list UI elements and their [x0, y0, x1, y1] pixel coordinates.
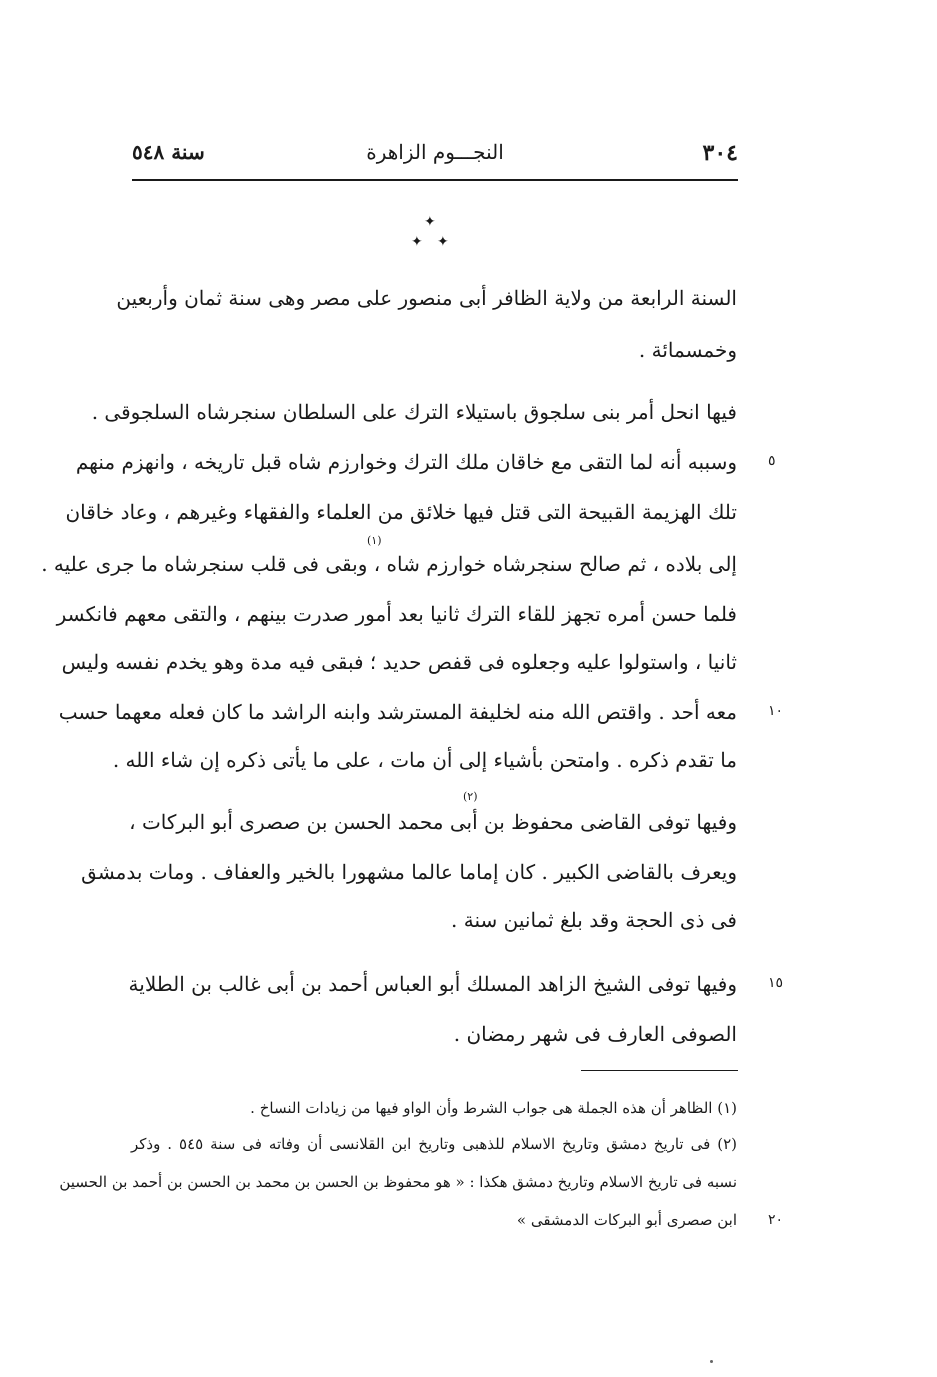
- line-number: ٥: [768, 453, 776, 469]
- text-line: فى ذى الحجة وقد بلغ ثمانين سنة .: [451, 908, 737, 932]
- line-number: ١٠: [768, 703, 784, 719]
- page-number: ٣٠٤: [702, 140, 738, 166]
- year-label: سنة ٥٤٨: [132, 140, 205, 164]
- footnote-2-line: نسبه فى تاريخ الاسلام وتاريخ دمشق هكذا : « هو محفوظ بن الحسن بن محمد بن الحسن بن أحمد بن الحسين: [59, 1173, 737, 1191]
- header-rule: [132, 179, 738, 181]
- ornament-star-icon: ✦: [437, 234, 449, 250]
- text-line: وفيها توفى الشيخ الزاهد المسلك أبو العباس أحمد بن أبى غالب بن الطلاية: [128, 972, 737, 996]
- text-line: إلى بلاده ، ثم صالح سنجرشاه خوارزم شاه ، وبقى فى قلب سنجرشاه ما جرى عليه .: [41, 552, 737, 576]
- note-marker-2: (٢): [463, 790, 478, 803]
- footnote-2-line: ابن صصرى أبو البركات الدمشقى »: [516, 1211, 737, 1229]
- text-line: وفيها توفى القاضى محفوظ بن أبى محمد الحسن بن صصرى أبو البركات ،: [129, 810, 737, 834]
- text-line: ما تقدم ذكره . وامتحن بأشياء إلى أن مات ، على ما يأتى ذكره إن شاء الله .: [112, 748, 737, 772]
- text-line: السنة الرابعة من ولاية الظافر أبى منصور على مصر وهى سنة ثمان وأربعين: [116, 286, 737, 310]
- footnote-rule: [581, 1070, 738, 1071]
- running-title: النجـــوم الزاهرة: [366, 140, 504, 164]
- ornament-star-icon: ✦: [411, 234, 423, 250]
- text-line: معه أحد . واقتص الله منه لخليفة المسترشد وابنه الراشد ما كان فعله معهما حسب: [58, 700, 737, 724]
- text-line: وخمسمائة .: [638, 338, 737, 362]
- footnote-2-line: (٢) فى تاريخ دمشق وتاريخ الاسلام للذهبى وتاريخ ابن القلانسى أن وفاته فى سنة ٥٤٥ . وذكر: [131, 1135, 737, 1153]
- text-line: فيها انحل أمر بنى سلجوق باستيلاء الترك على السلطان سنجرشاه السلجوقى .: [91, 400, 737, 424]
- text-line: ويعرف بالقاضى الكبير . كان إماما عالما مشهورا بالخير والعفاف . ومات بدمشق: [81, 860, 737, 884]
- section-ornament: [405, 212, 455, 254]
- text-line: تلك الهزيمة القبيحة التى قتل فيها خلائق من العلماء والفقهاء وغيرهم ، وعاد خاقان: [65, 500, 737, 524]
- text-line: الصوفى العارف فى شهر رمضان .: [453, 1022, 737, 1046]
- text-line: وسببه أنه لما التقى مع خاقان ملك الترك وخوارزم شاه قبل تاريخه ، وانهزم منهم: [75, 450, 737, 474]
- text-line: فلما حسن أمره تجهز للقاء الترك ثانيا بعد أمور صدرت بينهم ، والتقى معهم فانكسر: [56, 602, 737, 626]
- line-number: ٢٠: [768, 1212, 784, 1228]
- ornament-star-icon: ✦: [424, 214, 436, 230]
- line-number: ١٥: [768, 975, 784, 991]
- text-line: ثانيا ، واستولوا عليه وجعلوه فى قفص حديد ؛ فبقى فيه مدة وهو يخدم نفسه وليس: [61, 650, 737, 674]
- note-marker-1: (١): [367, 534, 382, 547]
- footnote-1: (١) الظاهر أن هذه الجملة هى جواب الشرط وأن الواو فيها من زيادات النساخ .: [250, 1099, 737, 1117]
- page-header: [132, 140, 738, 174]
- scan-speck: [710, 1360, 713, 1363]
